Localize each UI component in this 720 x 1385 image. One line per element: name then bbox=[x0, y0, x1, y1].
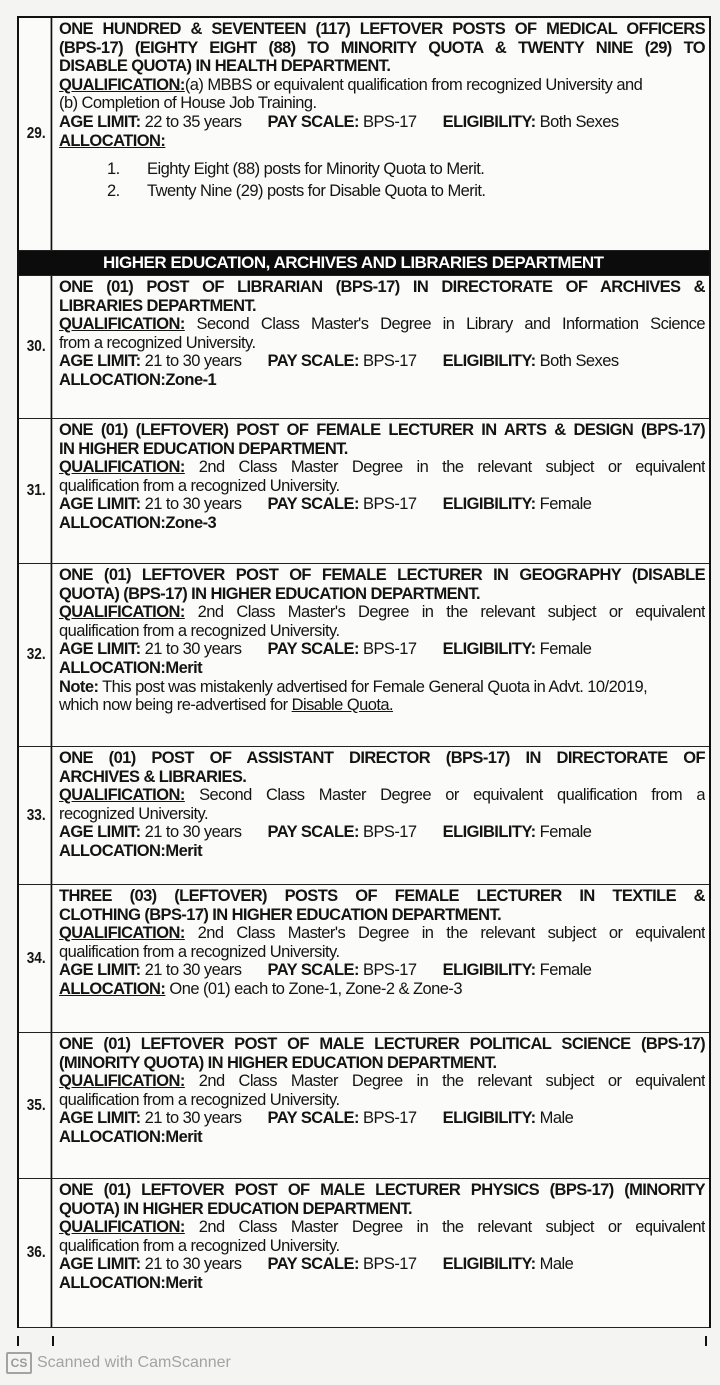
allocation-label: ALLOCATION: bbox=[59, 131, 166, 150]
post-details bbox=[55, 747, 709, 884]
age-limit-value: 22 to 35 years bbox=[144, 112, 242, 131]
terms-line bbox=[59, 495, 705, 514]
pay-scale-value: BPS-17 bbox=[362, 823, 417, 842]
allocation-line bbox=[59, 1128, 705, 1147]
post-title-line: DISABLE QUOTA) IN HEALTH DEPARTMENT. bbox=[59, 57, 391, 76]
pay-scale-value: BPS-17 bbox=[362, 640, 417, 659]
post-title-line: ONE (01) POST OF LIBRARIAN (BPS-17) IN DIRECTORATE OF ARCHIVES & bbox=[59, 278, 705, 296]
qualification-line: (b) Completion of House Job Training. bbox=[59, 94, 317, 113]
note-text: This post was mistakenly advertised for Female General Quota in Advt. 10/2019, bbox=[98, 677, 648, 696]
allocation-item: 2. Twenty Nine (29) posts for Disable Quota to Merit. bbox=[107, 182, 486, 201]
qualification-text: 2nd Class Master's Degree in the relevant subject or equivalent bbox=[184, 603, 705, 622]
post-details bbox=[55, 1033, 709, 1178]
post-row-34 bbox=[19, 885, 709, 1033]
qualification-text: 2nd Class Master Degree in the relevant subject or equivalent bbox=[184, 1218, 705, 1237]
allocation-line bbox=[59, 1274, 705, 1293]
pay-scale-value: BPS-17 bbox=[362, 495, 417, 514]
watermark-text: Scanned with CamScanner bbox=[37, 1354, 231, 1371]
qualification-line bbox=[59, 76, 705, 95]
allocation-label: ALLOCATION: bbox=[59, 979, 166, 998]
qualification-line: qualification from a recognized University. bbox=[59, 621, 340, 640]
post-details bbox=[55, 885, 709, 1032]
post-title-line: CLOTHING (BPS-17) IN HIGHER EDUCATION DEPARTMENT. bbox=[59, 905, 502, 924]
post-details bbox=[55, 419, 709, 563]
eligibility-label: ELIGIBILITY: bbox=[442, 112, 536, 131]
age-limit-value: 21 to 30 years bbox=[144, 640, 242, 659]
qualification-line bbox=[59, 786, 705, 805]
age-limit-value: 21 to 30 years bbox=[144, 961, 242, 980]
eligibility-label: ELIGIBILITY: bbox=[442, 352, 536, 371]
allocation-value: Merit bbox=[165, 1127, 203, 1146]
terms-line bbox=[59, 1109, 705, 1128]
qualification-line bbox=[59, 603, 705, 622]
post-number: 30. bbox=[22, 276, 53, 418]
age-limit-label: AGE LIMIT: bbox=[59, 961, 141, 980]
qualification-label: QUALIFICATION: bbox=[59, 786, 185, 805]
allocation-value: One (01) each to Zone-1, Zone-2 & Zone-3 bbox=[165, 979, 462, 998]
terms-line bbox=[59, 823, 705, 842]
age-limit-label: AGE LIMIT: bbox=[59, 1255, 141, 1274]
qualification-label: QUALIFICATION: bbox=[59, 1072, 185, 1091]
post-title-line: THREE (03) (LEFTOVER) POSTS OF FEMALE LECTURER IN TEXTILE & bbox=[59, 887, 705, 905]
department-banner: HIGHER EDUCATION, ARCHIVES AND LIBRARIES DEPARTMENT bbox=[19, 251, 709, 276]
qualification-label: QUALIFICATION: bbox=[59, 315, 185, 334]
qualification-text: Second Class Master Degree or equivalent qualification from a bbox=[184, 786, 705, 805]
pay-scale-value: BPS-17 bbox=[362, 352, 417, 371]
eligibility-label: ELIGIBILITY: bbox=[442, 640, 536, 659]
allocation-value: Merit bbox=[165, 841, 203, 860]
allocation-line bbox=[59, 371, 705, 390]
qualification-line: recognized University. bbox=[59, 804, 208, 823]
advertisement-table bbox=[17, 16, 711, 1328]
post-number: 29. bbox=[22, 18, 53, 250]
eligibility-label: ELIGIBILITY: bbox=[442, 1255, 536, 1274]
pay-scale-label: PAY SCALE: bbox=[267, 1255, 359, 1274]
age-limit-label: AGE LIMIT: bbox=[59, 1109, 141, 1128]
note-underlined-text: Disable Quota. bbox=[291, 696, 394, 715]
post-title-line: ONE (01) LEFTOVER POST OF MALE LECTURER POLITICAL SCIENCE (BPS-17) bbox=[59, 1035, 705, 1053]
post-title-line: ARCHIVES & LIBRARIES. bbox=[59, 767, 247, 786]
qualification-line bbox=[59, 924, 705, 943]
terms-line bbox=[59, 113, 705, 132]
age-limit-label: AGE LIMIT: bbox=[59, 495, 141, 514]
allocation-label: ALLOCATION: bbox=[59, 1273, 166, 1292]
eligibility-value: Male bbox=[539, 1255, 574, 1274]
qualification-line bbox=[59, 315, 705, 334]
age-limit-value: 21 to 30 years bbox=[144, 1255, 242, 1274]
post-row-35 bbox=[19, 1033, 709, 1179]
allocation-line bbox=[59, 842, 705, 861]
terms-line bbox=[59, 1255, 705, 1274]
qualification-text: (a) MBBS or equivalent qualification from recognized University and bbox=[184, 75, 643, 94]
qualification-line bbox=[59, 1072, 705, 1091]
post-details bbox=[55, 18, 709, 250]
pay-scale-value: BPS-17 bbox=[362, 112, 417, 131]
post-number: 31. bbox=[22, 419, 53, 563]
qualification-label: QUALIFICATION: bbox=[59, 75, 185, 94]
allocation-value: Zone-1 bbox=[165, 370, 217, 389]
pay-scale-label: PAY SCALE: bbox=[267, 823, 359, 842]
post-row-29 bbox=[19, 18, 709, 251]
post-number: 35. bbox=[22, 1033, 53, 1178]
allocation-label: ALLOCATION: bbox=[59, 658, 166, 677]
post-title-line: QUOTA) (BPS-17) IN HIGHER EDUCATION DEPARTMENT. bbox=[59, 584, 480, 603]
post-title-line: ONE (01) LEFTOVER POST OF FEMALE LECTURER IN GEOGRAPHY (DISABLE bbox=[59, 566, 705, 584]
pay-scale-label: PAY SCALE: bbox=[267, 495, 359, 514]
pay-scale-label: PAY SCALE: bbox=[267, 112, 359, 131]
terms-line bbox=[59, 961, 705, 980]
table-continuation bbox=[17, 1336, 707, 1344]
qualification-line bbox=[59, 458, 705, 477]
eligibility-value: Both Sexes bbox=[539, 352, 619, 371]
eligibility-value: Female bbox=[539, 961, 592, 980]
qualification-line: from a recognized University. bbox=[59, 333, 256, 352]
qualification-text: 2nd Class Master Degree in the relevant subject or equivalent bbox=[184, 1072, 705, 1091]
post-number: 36. bbox=[22, 1179, 53, 1327]
qualification-text: 2nd Class Master Degree in the relevant subject or equivalent bbox=[184, 458, 705, 477]
eligibility-value: Female bbox=[539, 640, 592, 659]
age-limit-value: 21 to 30 years bbox=[144, 495, 242, 514]
age-limit-label: AGE LIMIT: bbox=[59, 112, 141, 131]
eligibility-label: ELIGIBILITY: bbox=[442, 495, 536, 514]
post-title-line: ONE (01) LEFTOVER POST OF MALE LECTURER PHYSICS (BPS-17) (MINORITY bbox=[59, 1181, 705, 1199]
qualification-line: qualification from a recognized University. bbox=[59, 1236, 340, 1255]
post-number: 34. bbox=[22, 885, 53, 1032]
eligibility-label: ELIGIBILITY: bbox=[442, 823, 536, 842]
eligibility-value: Male bbox=[539, 1109, 574, 1128]
terms-line bbox=[59, 352, 705, 371]
allocation-line bbox=[59, 514, 705, 533]
allocation-label: ALLOCATION: bbox=[59, 1127, 166, 1146]
post-title-line: ONE HUNDRED & SEVENTEEN (117) LEFTOVER POSTS OF MEDICAL OFFICERS bbox=[59, 20, 705, 38]
age-limit-value: 21 to 30 years bbox=[144, 823, 242, 842]
note-label: Note: bbox=[59, 677, 99, 696]
pay-scale-value: BPS-17 bbox=[362, 1109, 417, 1128]
qualification-text: 2nd Class Master's Degree in the relevant subject or equivalent bbox=[184, 924, 705, 943]
post-row-36 bbox=[19, 1179, 709, 1328]
post-title-line: IN HIGHER EDUCATION DEPARTMENT. bbox=[59, 439, 348, 458]
post-title-line: (MINORITY QUOTA) IN HIGHER EDUCATION DEPARTMENT. bbox=[59, 1053, 497, 1072]
note-line bbox=[59, 678, 705, 697]
allocation-item: 1. Eighty Eight (88) posts for Minority Quota to Merit. bbox=[107, 160, 485, 179]
post-title-line: LIBRARIES DEPARTMENT. bbox=[59, 296, 257, 315]
allocation-value: Merit bbox=[165, 1273, 203, 1292]
post-number: 33. bbox=[22, 747, 53, 884]
post-row-31 bbox=[19, 419, 709, 564]
post-row-32 bbox=[19, 564, 709, 747]
post-row-33 bbox=[19, 747, 709, 885]
camscanner-watermark bbox=[6, 1352, 231, 1374]
post-details bbox=[55, 1179, 709, 1327]
pay-scale-value: BPS-17 bbox=[362, 961, 417, 980]
table-border bbox=[52, 1336, 54, 1346]
note-line bbox=[59, 696, 705, 715]
allocation-line bbox=[59, 659, 705, 678]
qualification-label: QUALIFICATION: bbox=[59, 603, 185, 622]
post-title-line: ONE (01) POST OF ASSISTANT DIRECTOR (BPS-17) IN DIRECTORATE OF bbox=[59, 749, 705, 767]
allocation-label: ALLOCATION: bbox=[59, 841, 166, 860]
allocation-label: ALLOCATION: bbox=[59, 370, 166, 389]
qualification-line: qualification from a recognized University. bbox=[59, 1090, 340, 1109]
eligibility-label: ELIGIBILITY: bbox=[442, 1109, 536, 1128]
qualification-line: qualification from a recognized University. bbox=[59, 476, 340, 495]
allocation-value: Merit bbox=[165, 658, 203, 677]
eligibility-value: Female bbox=[539, 495, 592, 514]
eligibility-value: Both Sexes bbox=[539, 112, 619, 131]
allocation-list bbox=[59, 158, 705, 202]
allocation-line bbox=[59, 980, 705, 999]
allocation-line bbox=[59, 132, 705, 151]
qualification-label: QUALIFICATION: bbox=[59, 458, 185, 477]
qualification-line: qualification from a recognized University. bbox=[59, 942, 340, 961]
qualification-line bbox=[59, 1218, 705, 1237]
age-limit-label: AGE LIMIT: bbox=[59, 823, 141, 842]
eligibility-value: Female bbox=[539, 823, 592, 842]
age-limit-label: AGE LIMIT: bbox=[59, 640, 141, 659]
qualification-text: Second Class Master's Degree in Library and Information Science bbox=[184, 315, 705, 334]
age-limit-value: 21 to 30 years bbox=[144, 352, 242, 371]
post-title-line: ONE (01) (LEFTOVER) POST OF FEMALE LECTURER IN ARTS & DESIGN (BPS-17) bbox=[59, 421, 705, 439]
allocation-value: Zone-3 bbox=[165, 513, 217, 532]
post-row-30 bbox=[19, 276, 709, 419]
eligibility-label: ELIGIBILITY: bbox=[442, 961, 536, 980]
pay-scale-value: BPS-17 bbox=[362, 1255, 417, 1274]
note-text: which now being re-advertised for bbox=[59, 696, 292, 715]
age-limit-value: 21 to 30 years bbox=[144, 1109, 242, 1128]
age-limit-label: AGE LIMIT: bbox=[59, 352, 141, 371]
pay-scale-label: PAY SCALE: bbox=[267, 1109, 359, 1128]
post-details bbox=[55, 276, 709, 418]
post-number: 32. bbox=[22, 564, 53, 746]
qualification-label: QUALIFICATION: bbox=[59, 1218, 185, 1237]
post-title-line: QUOTA) IN HIGHER EDUCATION DEPARTMENT. bbox=[59, 1199, 413, 1218]
table-border bbox=[17, 1336, 19, 1346]
table-border bbox=[705, 1336, 707, 1346]
terms-line bbox=[59, 640, 705, 659]
qualification-label: QUALIFICATION: bbox=[59, 924, 185, 943]
post-title-line: (BPS-17) (EIGHTY EIGHT (88) TO MINORITY QUOTA & TWENTY NINE (29) TO bbox=[59, 38, 705, 57]
pay-scale-label: PAY SCALE: bbox=[267, 352, 359, 371]
pay-scale-label: PAY SCALE: bbox=[267, 640, 359, 659]
allocation-label: ALLOCATION: bbox=[59, 513, 166, 532]
post-details bbox=[55, 564, 709, 746]
camscanner-logo-icon: CS bbox=[6, 1352, 32, 1374]
pay-scale-label: PAY SCALE: bbox=[267, 961, 359, 980]
